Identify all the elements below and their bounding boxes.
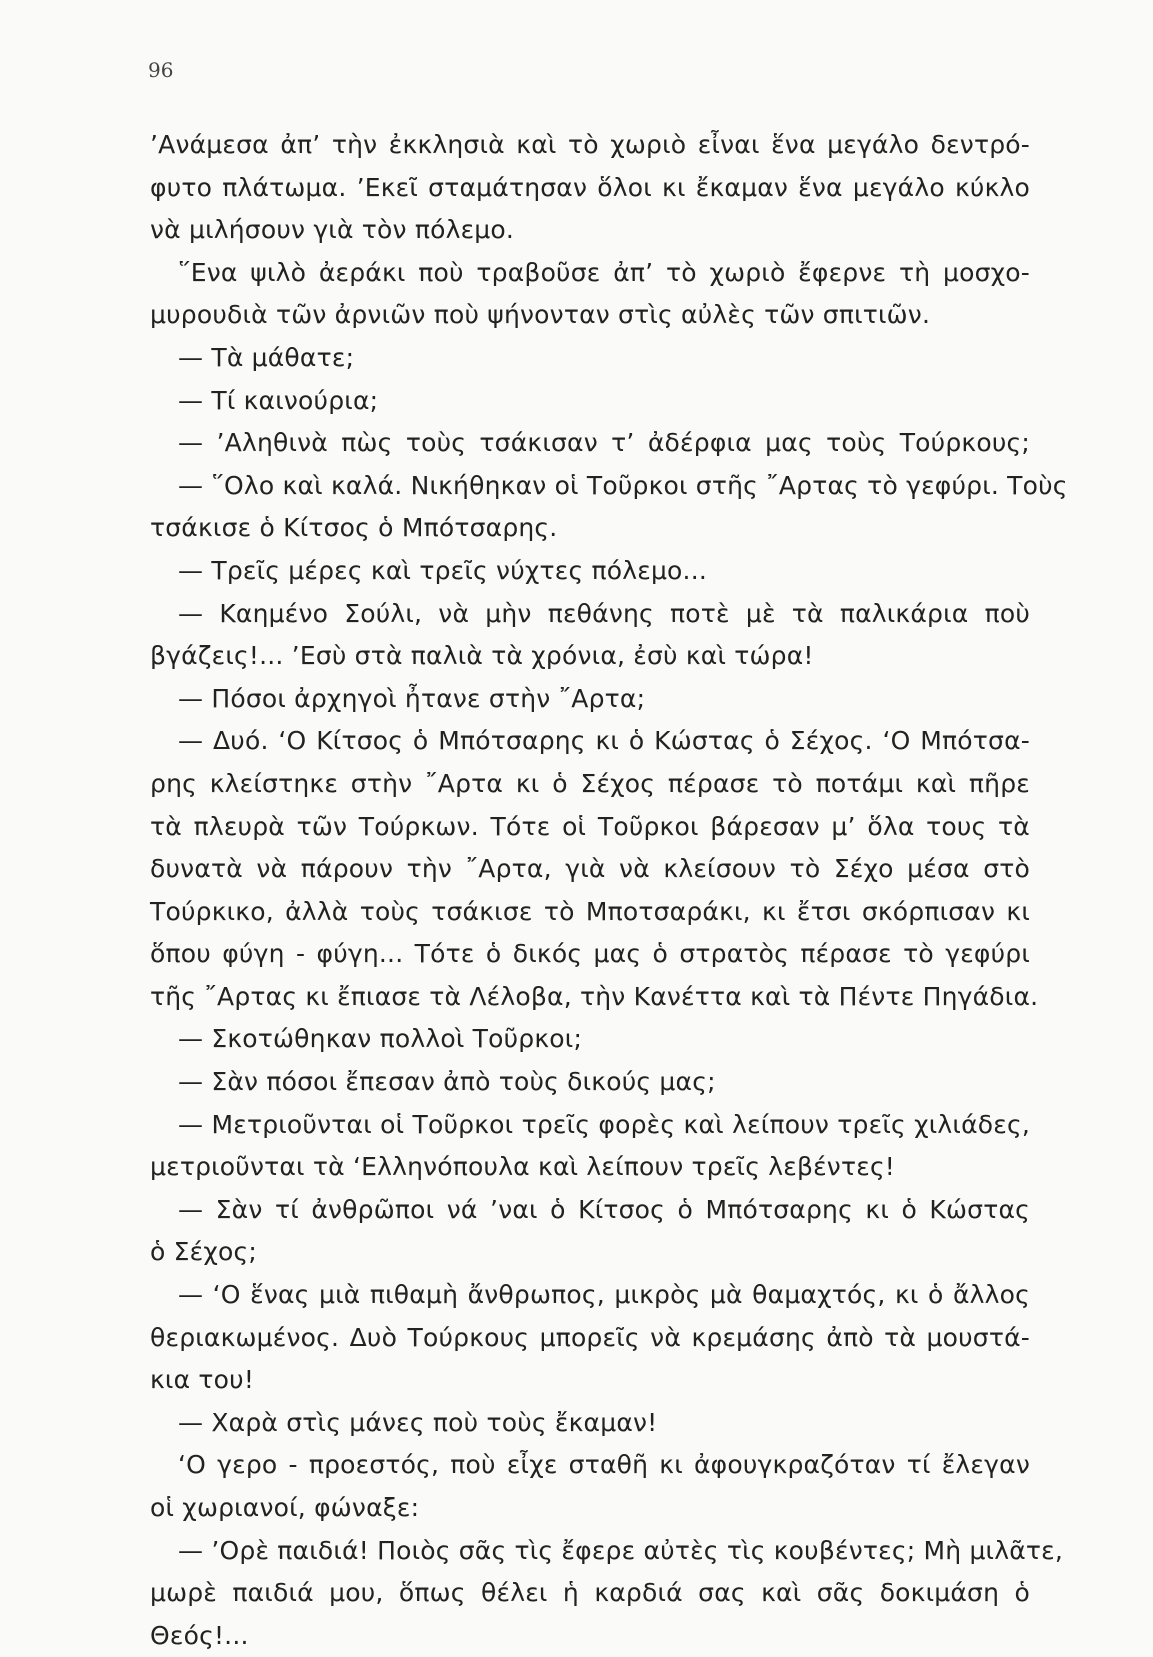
text-line: ῞Ενα ψιλὸ ἀεράκι ποὺ τραβοῦσε ἀπ’ τὸ χωριὸ ἔφερνε τὴ μοσχο-: [178, 257, 1030, 287]
text-line: — Καημένο Σούλι, νὰ μὴν πεθάνης ποτὲ μὲ τὰ παλικάρια ποὺ: [178, 598, 1030, 628]
text-line: θεριακωμένος. Δυὸ Τούρκους μπορεῖς νὰ κρεμάσης ἀπὸ τὰ μουστά-: [150, 1322, 1030, 1352]
text-line: — Τρεῖς μέρες καὶ τρεῖς νύχτες πόλεμο...: [178, 555, 707, 585]
text-line: — Χαρὰ στὶς μάνες ποὺ τοὺς ἔκαμαν!: [178, 1407, 658, 1437]
text-line: — ’Ορὲ παιδιά! Ποιὸς σᾶς τὶς ἔφερε αὐτὲς τὶς κουβέντες; Μὴ μιλᾶτε,: [178, 1535, 1063, 1565]
text-line: ὁ Σέχος;: [150, 1237, 257, 1267]
page-number: 96: [148, 58, 174, 82]
text-line: τὰ πλευρὰ τῶν Τούρκων. Τότε οἱ Τοῦρκοι βάρεσαν μ’ ὅλα τους τὰ: [150, 811, 1030, 841]
text-line: φυτο πλάτωμα. ’Εκεῖ σταμάτησαν ὅλοι κι ἔκαμαν ἕνα μεγάλο κύκλο: [150, 172, 1030, 202]
text-line: Τούρκικο, ἀλλὰ τοὺς τσάκισε τὸ Μποτσαράκι, κι ἔτσι σκόρπισαν κι: [150, 896, 1030, 926]
body-text: [150, 124, 1068, 1657]
text-line: μετριοῦνται τὰ ‘Ελληνόπουλα καὶ λείπουν τρεῖς λεβέντες!: [150, 1152, 896, 1182]
text-line: βγάζεις!... ’Εσὺ στὰ παλιὰ τὰ χρόνια, ἐσὺ καὶ τώρα!: [150, 641, 814, 671]
text-line: — Σὰν πόσοι ἔπεσαν ἀπὸ τοὺς δικούς μας;: [178, 1067, 716, 1097]
text-line: μωρὲ παιδιά μου, ὅπως θέλει ἡ καρδιά σας καὶ σᾶς δοκιμάση ὁ: [150, 1578, 1030, 1608]
text-line: — ῞Ολο καὶ καλά. Νικήθηκαν οἱ Τοῦρκοι στῆς ῎Αρτας τὸ γεφύρι. Τοὺς: [178, 470, 1068, 500]
text-line: — Μετριοῦνται οἱ Τοῦρκοι τρεῖς φορὲς καὶ λείπουν τρεῖς χιλιάδες,: [178, 1109, 1030, 1139]
text-line: τῆς ῎Αρτας κι ἔπιασε τὰ Λέλοβα, τὴν Κανέττα καὶ τὰ Πέντε Πηγάδια.: [150, 981, 1039, 1011]
text-line: ’Ανάμεσα ἀπ’ τὴν ἐκκλησιὰ καὶ τὸ χωριὸ εἶναι ἕνα μεγάλο δεντρό-: [150, 130, 1030, 159]
text-line: — ’Αληθινὰ πὼς τοὺς τσάκισαν τ’ ἀδέρφια μας τοὺς Τούρκους;: [178, 428, 1030, 458]
text-line: — Τί καινούρια;: [178, 385, 379, 415]
text-line: Θεός!...: [150, 1620, 249, 1650]
text-line: μυρουδιὰ τῶν ἀρνιῶν ποὺ ψήνονταν στὶς αὐλὲς τῶν σπιτιῶν.: [150, 300, 931, 330]
text-line: ‘Ο γερο - προεστός, ποὺ εἶχε σταθῆ κι ἀφουγκραζόταν τί ἔλεγαν: [178, 1450, 1030, 1480]
text-line: ρης κλείστηκε στὴν ῎Αρτα κι ὁ Σέχος πέρασε τὸ ποτάμι καὶ πῆρε: [150, 768, 1030, 798]
text-line: — Πόσοι ἀρχηγοὶ ἦτανε στὴν ῎Αρτα;: [178, 683, 646, 713]
text-line: — Δυό. ‘Ο Κίτσος ὁ Μπότσαρης κι ὁ Κώστας ὁ Σέχος. ‘Ο Μπότσα-: [178, 726, 1030, 756]
text-line: δυνατὰ νὰ πάρουν τὴν ῎Αρτα, γιὰ νὰ κλείσουν τὸ Σέχο μέσα στὸ: [150, 854, 1030, 884]
text-line: ὅπου φύγη - φύγη... Τότε ὁ δικός μας ὁ στρατὸς πέρασε τὸ γεφύρι: [150, 939, 1030, 969]
text-line: νὰ μιλήσουν γιὰ τὸν πόλεμο.: [150, 215, 515, 245]
text-line: — Σὰν τί ἀνθρῶποι νά ’ναι ὁ Κίτσος ὁ Μπότσαρης κι ὁ Κώστας: [178, 1194, 1030, 1224]
text-line: οἱ χωριανοί, φώναξε:: [150, 1493, 420, 1522]
text-line: κια του!: [150, 1365, 255, 1395]
text-line: — ‘Ο ἕνας μιὰ πιθαμὴ ἄνθρωπος, μικρὸς μὰ θαμαχτός, κι ὁ ἄλλος: [178, 1280, 1030, 1310]
text-line: τσάκισε ὁ Κίτσος ὁ Μπότσαρης.: [150, 513, 558, 543]
text-line: — Τὰ μάθατε;: [178, 342, 355, 372]
text-line: — Σκοτώθηκαν πολλοὶ Τοῦρκοι;: [178, 1024, 583, 1054]
